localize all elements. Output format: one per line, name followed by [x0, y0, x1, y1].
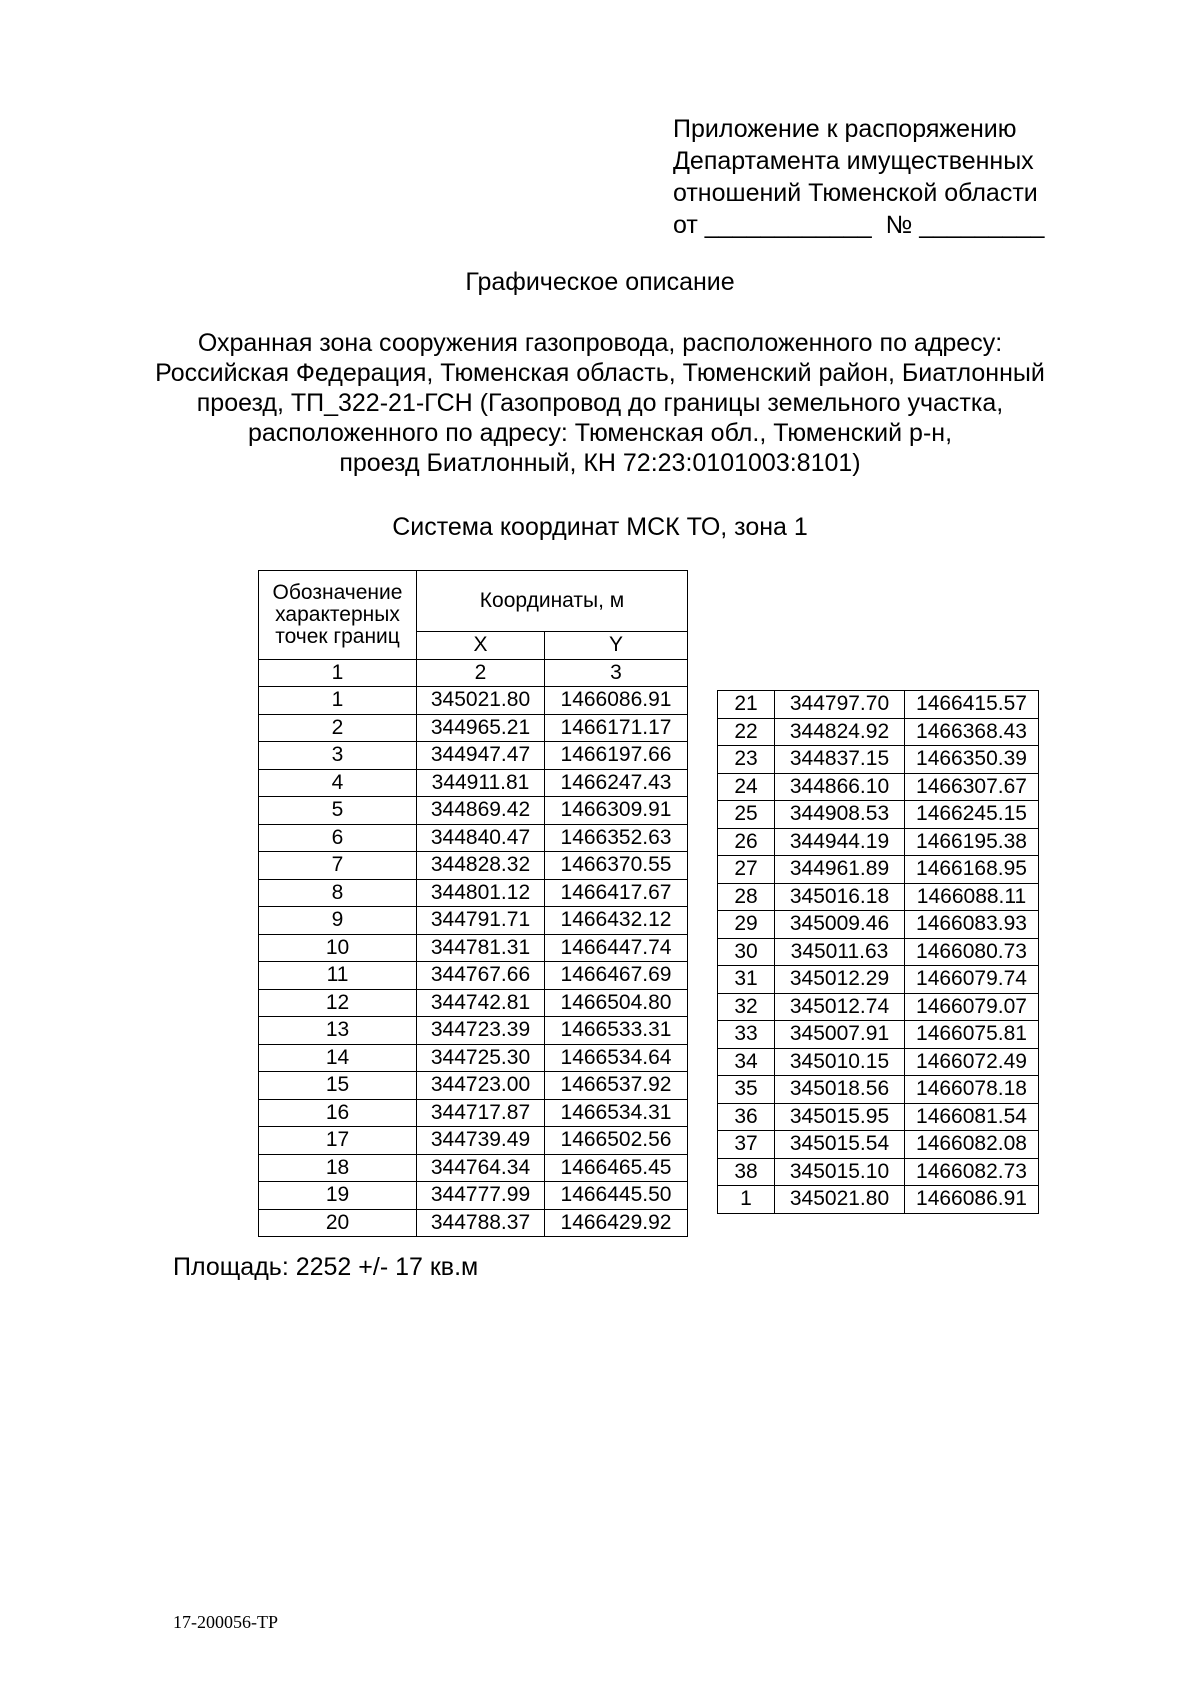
x-coordinate-cell: 344777.99: [417, 1182, 545, 1210]
point-number-cell: 17: [259, 1127, 417, 1155]
point-number-cell: 13: [259, 1017, 417, 1045]
y-coordinate-cell: 1466467.69: [545, 962, 688, 990]
y-coordinate-cell: 1466083.93: [905, 911, 1039, 939]
x-coordinate-cell: 344739.49: [417, 1127, 545, 1155]
y-coordinate-cell: 1466247.43: [545, 769, 688, 797]
document-title: Графическое описание: [465, 268, 735, 296]
x-coordinate-cell: 344866.10: [775, 773, 905, 801]
point-number-cell: 5: [259, 797, 417, 825]
x-coordinate-cell: 345021.80: [775, 1186, 905, 1214]
point-number-cell: 31: [718, 966, 775, 994]
x-coordinate-cell: 345011.63: [775, 938, 905, 966]
point-number-cell: 8: [259, 879, 417, 907]
table-row: [259, 934, 688, 962]
point-number-cell: 28: [718, 883, 775, 911]
y-coordinate-cell: 1466309.91: [545, 797, 688, 825]
column-number: 2: [417, 659, 545, 687]
y-coordinate-cell: 1466088.11: [905, 883, 1039, 911]
x-coordinate-cell: 344717.87: [417, 1099, 545, 1127]
description-line: Охранная зона сооружения газопровода, расположенного по адресу:: [197, 329, 1003, 357]
x-coordinate-cell: 345015.10: [775, 1158, 905, 1186]
x-coordinate-cell: 344911.81: [417, 769, 545, 797]
x-coordinate-cell: 345009.46: [775, 911, 905, 939]
x-coordinate-cell: 344723.00: [417, 1072, 545, 1100]
table-row: [718, 1021, 1039, 1049]
y-coordinate-cell: 1466086.91: [905, 1186, 1039, 1214]
point-number-cell: 35: [718, 1076, 775, 1104]
x-coordinate-cell: 344781.31: [417, 934, 545, 962]
y-coordinate-cell: 1466197.66: [545, 742, 688, 770]
y-coordinate-cell: 1466080.73: [905, 938, 1039, 966]
point-number-cell: 25: [718, 801, 775, 829]
y-coordinate-cell: 1466533.31: [545, 1017, 688, 1045]
table-row: [718, 911, 1039, 939]
x-coordinate-cell: 345015.95: [775, 1103, 905, 1131]
y-coordinate-cell: 1466534.64: [545, 1044, 688, 1072]
point-number-cell: 10: [259, 934, 417, 962]
table-row: [718, 1158, 1039, 1186]
y-coordinate-cell: 1466432.12: [545, 907, 688, 935]
y-coordinate-cell: 1466447.74: [545, 934, 688, 962]
y-coordinate-cell: 1466081.54: [905, 1103, 1039, 1131]
table-row: [718, 1131, 1039, 1159]
y-coordinate-cell: 1466465.45: [545, 1154, 688, 1182]
x-coordinate-cell: 345021.80: [417, 687, 545, 715]
table-row: [259, 1044, 688, 1072]
table-row: [718, 938, 1039, 966]
y-coordinate-cell: 1466350.39: [905, 746, 1039, 774]
coordinate-system: Система координат МСК ТО, зона 1: [392, 513, 808, 541]
point-number-cell: 18: [259, 1154, 417, 1182]
x-coordinate-cell: 345007.91: [775, 1021, 905, 1049]
y-coordinate-cell: 1466079.74: [905, 966, 1039, 994]
x-coordinate-cell: 344944.19: [775, 828, 905, 856]
y-coordinate-cell: 1466168.95: [905, 856, 1039, 884]
document-number: 17-200056-ТР: [173, 1612, 278, 1632]
x-coordinate-cell: 344961.89: [775, 856, 905, 884]
y-coordinate-cell: 1466502.56: [545, 1127, 688, 1155]
y-coordinate-cell: 1466370.55: [545, 852, 688, 880]
y-coordinate-cell: 1466171.17: [545, 714, 688, 742]
point-number-cell: 4: [259, 769, 417, 797]
header-x: X: [417, 632, 545, 660]
header-y: Y: [545, 632, 688, 660]
table-row: [718, 801, 1039, 829]
column-number: 3: [545, 659, 688, 687]
point-number-cell: 9: [259, 907, 417, 935]
x-coordinate-cell: 344801.12: [417, 879, 545, 907]
table-row: [718, 828, 1039, 856]
table-header-row: [259, 571, 688, 632]
point-number-cell: 11: [259, 962, 417, 990]
y-coordinate-cell: 1466082.73: [905, 1158, 1039, 1186]
column-number-row: [259, 659, 688, 687]
point-number-cell: 37: [718, 1131, 775, 1159]
table-row: [259, 824, 688, 852]
y-coordinate-cell: 1466082.08: [905, 1131, 1039, 1159]
table-row: [259, 687, 688, 715]
x-coordinate-cell: 345012.29: [775, 966, 905, 994]
table-row: [259, 1127, 688, 1155]
point-number-cell: 21: [718, 691, 775, 719]
x-coordinate-cell: 344828.32: [417, 852, 545, 880]
x-coordinate-cell: 344837.15: [775, 746, 905, 774]
appendix-date-number-line: от ____________ № _________: [673, 211, 1045, 239]
table-row: [259, 797, 688, 825]
y-coordinate-cell: 1466307.67: [905, 773, 1039, 801]
header-coordinates: Координаты, м: [417, 571, 688, 632]
x-coordinate-cell: 345010.15: [775, 1048, 905, 1076]
point-number-cell: 32: [718, 993, 775, 1021]
table-row: [718, 746, 1039, 774]
table-row: [259, 962, 688, 990]
point-number-cell: 30: [718, 938, 775, 966]
x-coordinate-cell: 344869.42: [417, 797, 545, 825]
x-coordinate-cell: 344723.39: [417, 1017, 545, 1045]
table-row: [259, 1099, 688, 1127]
table-row: [718, 856, 1039, 884]
coordinates-table-right: [717, 690, 1039, 1214]
y-coordinate-cell: 1466078.18: [905, 1076, 1039, 1104]
table-row: [259, 1182, 688, 1210]
x-coordinate-cell: 344788.37: [417, 1209, 545, 1237]
x-coordinate-cell: 344767.66: [417, 962, 545, 990]
x-coordinate-cell: 344797.70: [775, 691, 905, 719]
table-row: [259, 879, 688, 907]
table-row: [259, 714, 688, 742]
appendix-line: Департамента имущественных: [673, 147, 1034, 175]
table-row: [259, 742, 688, 770]
point-number-cell: 14: [259, 1044, 417, 1072]
table-row: [718, 1048, 1039, 1076]
x-coordinate-cell: 345012.74: [775, 993, 905, 1021]
table-row: [259, 907, 688, 935]
area-label: Площадь: 2252 +/- 17 кв.м: [173, 1253, 479, 1281]
coordinates-table-left: [258, 570, 688, 1237]
point-number-cell: 12: [259, 989, 417, 1017]
y-coordinate-cell: 1466072.49: [905, 1048, 1039, 1076]
point-number-cell: 33: [718, 1021, 775, 1049]
x-coordinate-cell: 344947.47: [417, 742, 545, 770]
x-coordinate-cell: 345018.56: [775, 1076, 905, 1104]
point-number-cell: 1: [259, 687, 417, 715]
y-coordinate-cell: 1466417.67: [545, 879, 688, 907]
appendix-line: отношений Тюменской области: [673, 179, 1038, 207]
x-coordinate-cell: 344764.34: [417, 1154, 545, 1182]
appendix-line: Приложение к распоряжению: [673, 115, 1017, 143]
description-line: Российская Федерация, Тюменская область, Тюменский район, Биатлонный: [155, 359, 1045, 387]
table-row: [718, 718, 1039, 746]
table-row: [259, 1209, 688, 1237]
point-number-cell: 16: [259, 1099, 417, 1127]
point-number-cell: 27: [718, 856, 775, 884]
point-number-cell: 2: [259, 714, 417, 742]
table-row: [718, 773, 1039, 801]
table-row: [259, 1154, 688, 1182]
table-row: [259, 1017, 688, 1045]
y-coordinate-cell: 1466075.81: [905, 1021, 1039, 1049]
point-number-cell: 15: [259, 1072, 417, 1100]
y-coordinate-cell: 1466195.38: [905, 828, 1039, 856]
table-row: [718, 1076, 1039, 1104]
x-coordinate-cell: 344725.30: [417, 1044, 545, 1072]
table-row: [259, 852, 688, 880]
description-line: расположенного по адресу: Тюменская обл., Тюменский р-н,: [247, 419, 953, 447]
table-row: [259, 1072, 688, 1100]
appendix-header: [673, 113, 1044, 241]
x-coordinate-cell: 345016.18: [775, 883, 905, 911]
y-coordinate-cell: 1466079.07: [905, 993, 1039, 1021]
y-coordinate-cell: 1466429.92: [545, 1209, 688, 1237]
table-row: [259, 989, 688, 1017]
point-number-cell: 29: [718, 911, 775, 939]
x-coordinate-cell: 344965.21: [417, 714, 545, 742]
table-row: [718, 1186, 1039, 1214]
x-coordinate-cell: 344791.71: [417, 907, 545, 935]
point-number-cell: 34: [718, 1048, 775, 1076]
x-coordinate-cell: 344824.92: [775, 718, 905, 746]
x-coordinate-cell: 345015.54: [775, 1131, 905, 1159]
y-coordinate-cell: 1466537.92: [545, 1072, 688, 1100]
x-coordinate-cell: 344908.53: [775, 801, 905, 829]
table-row: [718, 883, 1039, 911]
point-number-cell: 23: [718, 746, 775, 774]
table-row: [718, 691, 1039, 719]
y-coordinate-cell: 1466445.50: [545, 1182, 688, 1210]
description-line: проезд, ТП_322-21-ГСН (Газопровод до границы земельного участка,: [196, 389, 1004, 417]
point-number-cell: 24: [718, 773, 775, 801]
point-number-cell: 19: [259, 1182, 417, 1210]
point-number-cell: 22: [718, 718, 775, 746]
point-number-cell: 36: [718, 1103, 775, 1131]
point-number-cell: 38: [718, 1158, 775, 1186]
point-number-cell: 20: [259, 1209, 417, 1237]
y-coordinate-cell: 1466245.15: [905, 801, 1039, 829]
y-coordinate-cell: 1466534.31: [545, 1099, 688, 1127]
point-number-cell: 26: [718, 828, 775, 856]
point-number-cell: 6: [259, 824, 417, 852]
point-number-cell: 1: [718, 1186, 775, 1214]
description-line: проезд Биатлонный, КН 72:23:0101003:8101): [339, 449, 861, 477]
point-number-cell: 3: [259, 742, 417, 770]
y-coordinate-cell: 1466415.57: [905, 691, 1039, 719]
point-number-cell: 7: [259, 852, 417, 880]
y-coordinate-cell: 1466352.63: [545, 824, 688, 852]
table-row: [718, 966, 1039, 994]
header-point-designation: Обозначение характерных точек границ: [259, 571, 417, 660]
table-row: [259, 769, 688, 797]
y-coordinate-cell: 1466368.43: [905, 718, 1039, 746]
y-coordinate-cell: 1466086.91: [545, 687, 688, 715]
column-number: 1: [259, 659, 417, 687]
table-row: [718, 993, 1039, 1021]
x-coordinate-cell: 344742.81: [417, 989, 545, 1017]
zone-description: [0, 328, 1200, 478]
x-coordinate-cell: 344840.47: [417, 824, 545, 852]
y-coordinate-cell: 1466504.80: [545, 989, 688, 1017]
table-row: [718, 1103, 1039, 1131]
